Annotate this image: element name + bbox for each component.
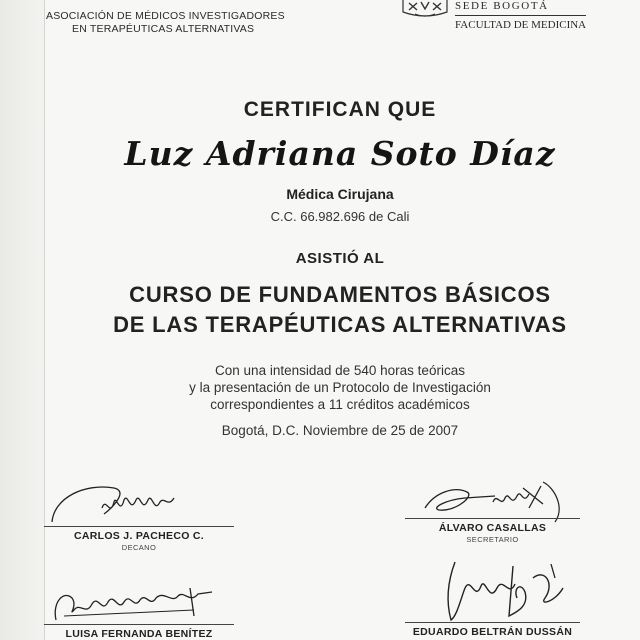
- university-sede: SEDE BOGOTÁ: [455, 0, 586, 16]
- certificate-title: CERTIFICAN QUE: [243, 98, 437, 121]
- signatory-role: SECRETARIO: [466, 535, 519, 544]
- signatory-name: EDUARDO BELTRÁN DUSSÁN: [412, 626, 573, 638]
- association-name-line1: ASOCIACIÓN DE MÉDICOS INVESTIGADORES: [46, 10, 285, 22]
- signatory-name: LUISA FERNANDA BENÍTEZ: [65, 628, 213, 640]
- signature-block-benitez: [44, 580, 234, 640]
- university-faculty: FACULTAD DE MEDICINA: [455, 19, 587, 31]
- association-name-line2: EN TERAPÉUTICAS ALTERNATIVAS: [72, 23, 255, 35]
- signatory-name: ÁLVARO CASALLAS: [438, 522, 547, 534]
- course-title-line2: DE LAS TERAPÉUTICAS ALTERNATIVAS: [113, 312, 567, 337]
- course-detail-hours: Con una intensidad de 540 horas teóricas: [215, 363, 465, 378]
- attended-label: ASISTIÓ AL: [295, 250, 385, 267]
- course-detail-credits: correspondientes a 11 créditos académicos: [210, 397, 470, 412]
- issue-date: Bogotá, D.C. Noviembre de 25 de 2007: [221, 423, 459, 438]
- university-crest-icon: [395, 0, 455, 20]
- handwritten-signature: [44, 580, 234, 626]
- signature-block-secretary: [405, 478, 580, 550]
- course-detail-protocol: y la presentación de un Protocolo de Investigación: [189, 380, 491, 395]
- recipient-id: C.C. 66.982.696 de Cali: [270, 209, 410, 224]
- signatory-name: CARLOS J. PACHECO C.: [73, 530, 205, 542]
- signature-block-dean: [44, 478, 234, 550]
- recipient-profession: Médica Cirujana: [286, 186, 394, 202]
- scan-edge: [0, 0, 45, 640]
- course-title: [60, 280, 620, 340]
- course-title-line1: CURSO DE FUNDAMENTOS BÁSICOS: [129, 282, 551, 307]
- handwritten-signature: [44, 478, 234, 526]
- signature-block-beltran: [405, 558, 580, 640]
- handwritten-signature: [405, 558, 580, 628]
- recipient-name: Luz Adriana Soto Díaz: [124, 134, 556, 173]
- university-header: [455, 0, 586, 32]
- course-details: [60, 362, 620, 413]
- signatory-role: DECANO: [121, 543, 157, 552]
- association-header: [46, 10, 285, 36]
